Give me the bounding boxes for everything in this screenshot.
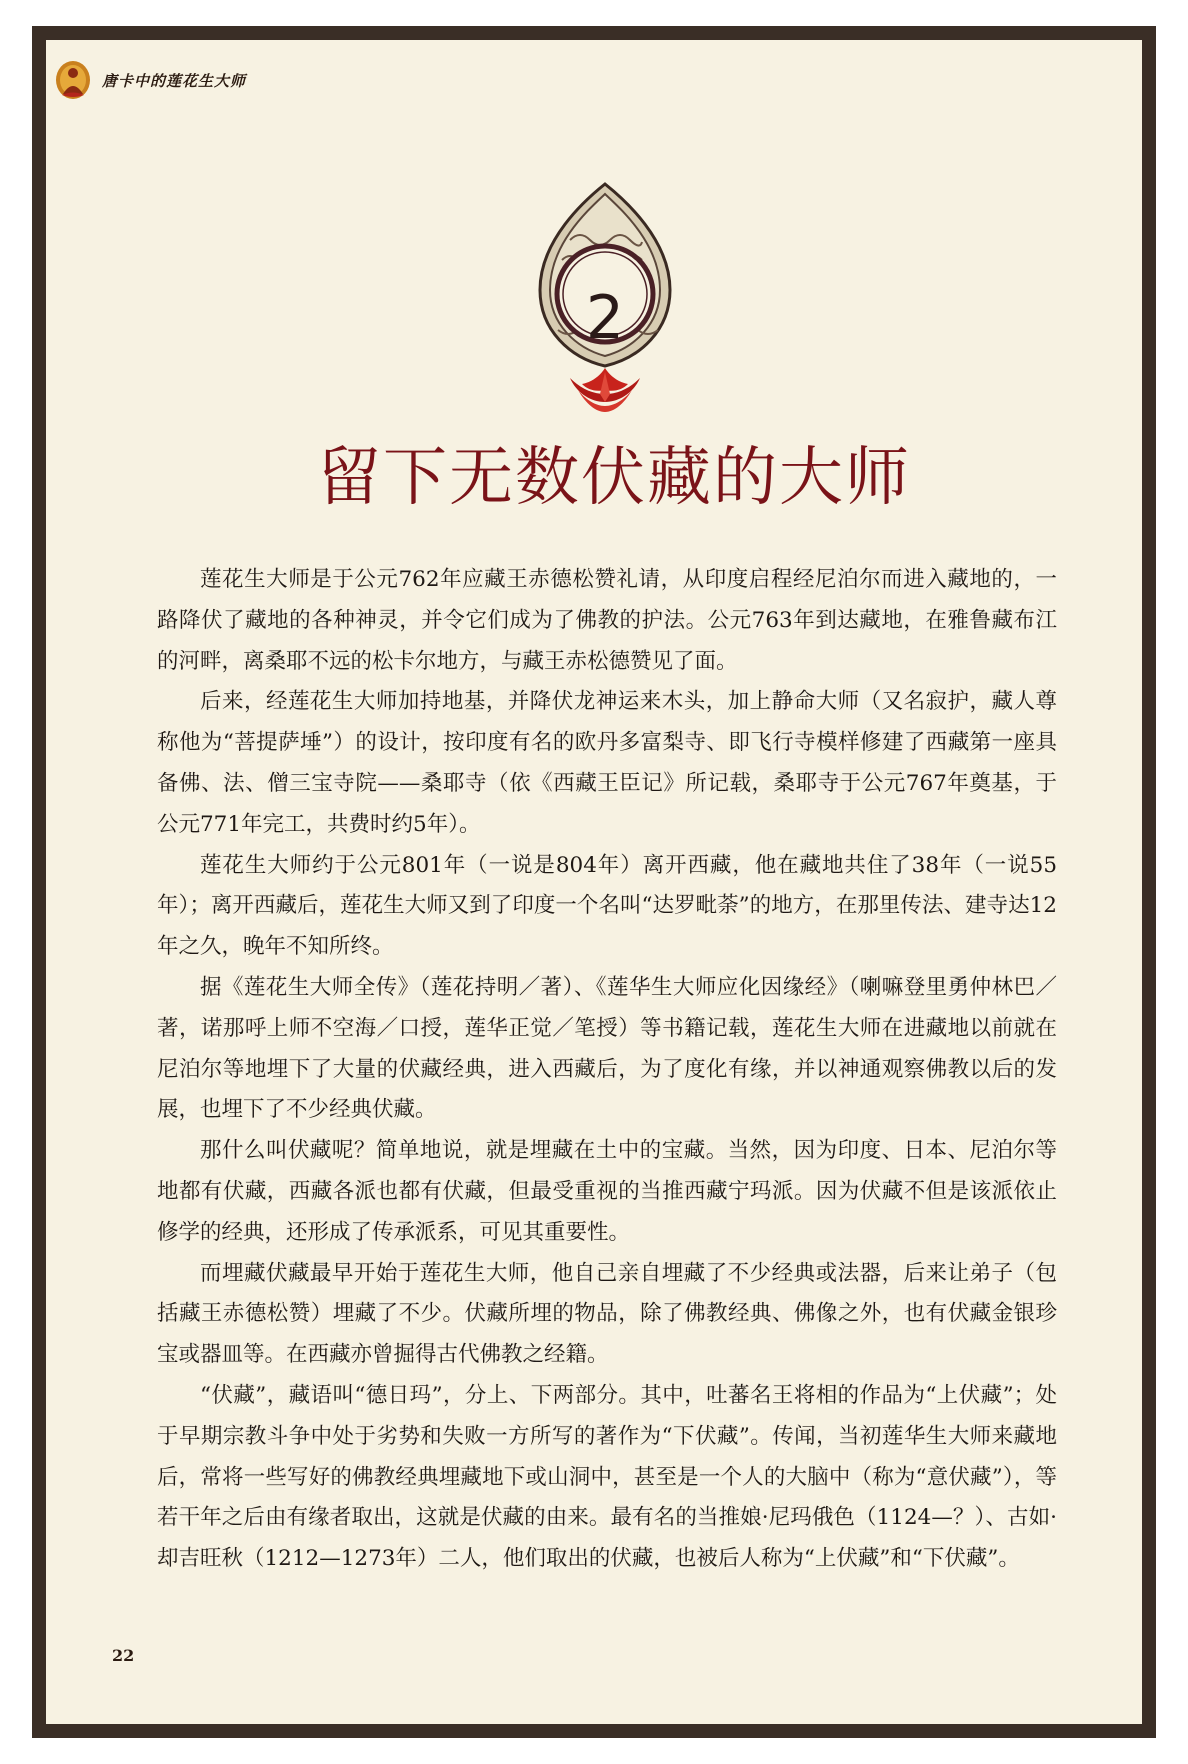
paragraph: 而埋藏伏藏最早开始于莲花生大师，他自己亲自埋藏了不少经典或法器，后来让弟子（包括藏王赤德松赞）埋藏了不少。伏藏所埋的物品，除了佛教经典、佛像之外，也有伏藏金银珍宝或器皿等。在西藏亦曾掘得古代佛教之经籍。 — [157, 1260, 1057, 1368]
running-header — [54, 58, 246, 102]
chapter-title: 留下无数伏藏的大师 — [317, 441, 911, 515]
buddha-figure-icon — [54, 60, 92, 100]
page-number: 22 — [112, 1646, 135, 1665]
paragraph: 那什么叫伏藏呢？简单地说，就是埋藏在土中的宝藏。当然，因为印度、日本、尼泊尔等地都有伏藏，西藏各派也都有伏藏，但最受重视的当推西藏宁玛派。因为伏藏不但是该派依止修学的经典，还形成了传承派系，可见其重要性。 — [157, 1138, 1057, 1245]
chapter-body — [157, 560, 1057, 1580]
paragraph: “伏藏”，藏语叫“德日玛”，分上、下两部分。其中，吐蕃名王将相的作品为“上伏藏”；处于早期宗教斗争中处于劣势和失败一方所写的著作为“下伏藏”。传闻，当初莲华生大师来藏地后，常将一些写好的佛教经典埋藏地下或山洞中，甚至是一个人的大脑中（称为“意伏藏”），等若干年之后由有缘者取出，这就是伏藏的由来。最有名的当推娘·尼玛俄色（1124—？）、古如·却吉旺秋（1212—1273年）二人，他们取出的伏藏，也被后人称为“上伏藏”和“下伏藏”。 — [157, 1382, 1057, 1572]
paragraph: 莲花生大师约于公元801年（一说是804年）离开西藏，他在藏地共住了38年（一说55年）；离开西藏后，莲花生大师又到了印度一个名叫“达罗毗荼”的地方，在那里传法、建寺达12年之久，晚年不知所终。 — [157, 852, 1057, 960]
running-title: 唐卡中的莲花生大师 — [102, 71, 247, 90]
chapter-number: 2 — [585, 283, 625, 353]
paragraph: 后来，经莲花生大师加持地基，并降伏龙神运来木头，加上静命大师（又名寂护，藏人尊称他为“菩提萨埵”）的设计，按印度有名的欧丹多富梨寺、即飞行寺模样修建了西藏第一座具备佛、法、僧三宝寺院——桑耶寺（依《西藏王臣记》所记载，桑耶寺于公元767年奠基，于公元771年完工，共费时约5年）。 — [157, 689, 1057, 837]
paragraph: 莲花生大师是于公元762年应藏王赤德松赞礼请，从印度启程经尼泊尔而进入藏地的，一路降伏了藏地的各种神灵，并令它们成为了佛教的护法。公元763年到达藏地，在雅鲁藏布江的河畔，离桑耶不远的松卡尔地方，与藏王赤松德赞见了面。 — [157, 567, 1057, 674]
paragraph: 据《莲花生大师全传》（莲花持明／著）、《莲华生大师应化因缘经》（喇嘛登里勇仲林巴／著，诺那呼上师不空海／口授，莲华正觉／笔授）等书籍记载，莲花生大师在进藏地以前就在尼泊尔等地埋下了大量的伏藏经典，进入西藏后，为了度化有缘，并以神通观察佛教以后的发展，也埋下了不少经典伏藏。 — [157, 974, 1057, 1123]
